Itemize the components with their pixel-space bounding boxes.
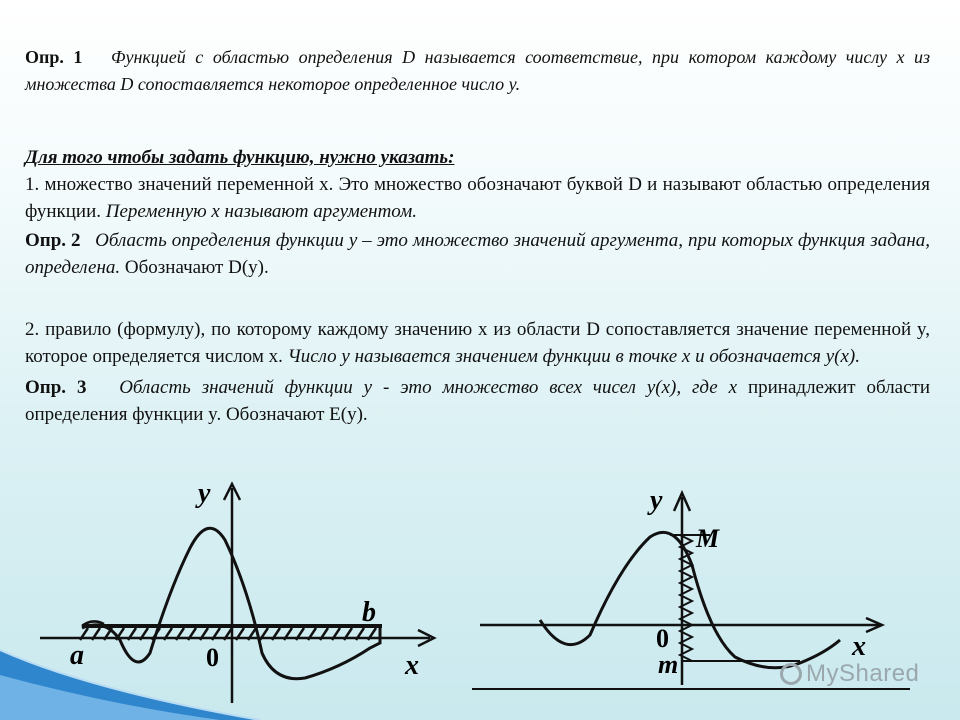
m-label: m bbox=[658, 650, 679, 679]
origin-label: 0 bbox=[206, 643, 219, 672]
def2-text: Обозначают D(y). bbox=[124, 257, 269, 278]
item-1 bbox=[25, 171, 930, 225]
def3-label: Опр. 3 bbox=[25, 377, 87, 398]
definition-1 bbox=[25, 44, 930, 98]
def3-italic: Область значений функции y - это множество всех чисел y(x), где x bbox=[119, 377, 738, 398]
graph-domain bbox=[30, 478, 450, 708]
requirements-block bbox=[25, 144, 930, 281]
y-label: y bbox=[198, 478, 211, 509]
a-label: a bbox=[70, 640, 84, 671]
item2-italic: Число y называется значением функции в точке x и обозначается y(x). bbox=[287, 346, 860, 367]
item1-italic: Переменную x называют аргументом. bbox=[105, 201, 417, 222]
def1-label: Опр. 1 bbox=[25, 47, 83, 67]
item-2 bbox=[25, 316, 930, 370]
section-heading: Для того чтобы задать функцию, нужно указать: bbox=[25, 147, 455, 168]
x-label: x bbox=[405, 650, 419, 681]
watermark-text: MyShared bbox=[806, 660, 920, 687]
item-2-block bbox=[25, 316, 930, 428]
item1-text: 1. множество значений переменной x. Это множество обозначают буквой D и называют областью определения функции. bbox=[25, 174, 930, 222]
y-label: y bbox=[650, 485, 663, 516]
origin-label: 0 bbox=[656, 624, 669, 653]
item2-text: 2. правило (формулу), по которому каждому значению x из области D сопоставляется значение переменной y, которое определяется числом x. bbox=[25, 319, 930, 367]
x-label: x bbox=[852, 631, 866, 662]
def3-text: принадлежит области определения функции y. Обозначают E(y). bbox=[25, 377, 931, 425]
definition-2 bbox=[25, 227, 930, 281]
def1-text: Функцией с областью определения D называется соответствие, при котором каждому числу x из множества D сопоставляется некоторое определенное число y. bbox=[25, 47, 931, 94]
b-label: b bbox=[362, 597, 376, 628]
watermark bbox=[780, 660, 919, 688]
definition-3 bbox=[25, 374, 930, 428]
def2-label: Опр. 2 bbox=[25, 230, 81, 251]
M-label: M bbox=[696, 524, 720, 553]
watermark-icon bbox=[780, 663, 802, 685]
def2-italic: Область определения функции y – это множество значений аргумента, при которых функция задана, определена. bbox=[25, 230, 930, 278]
